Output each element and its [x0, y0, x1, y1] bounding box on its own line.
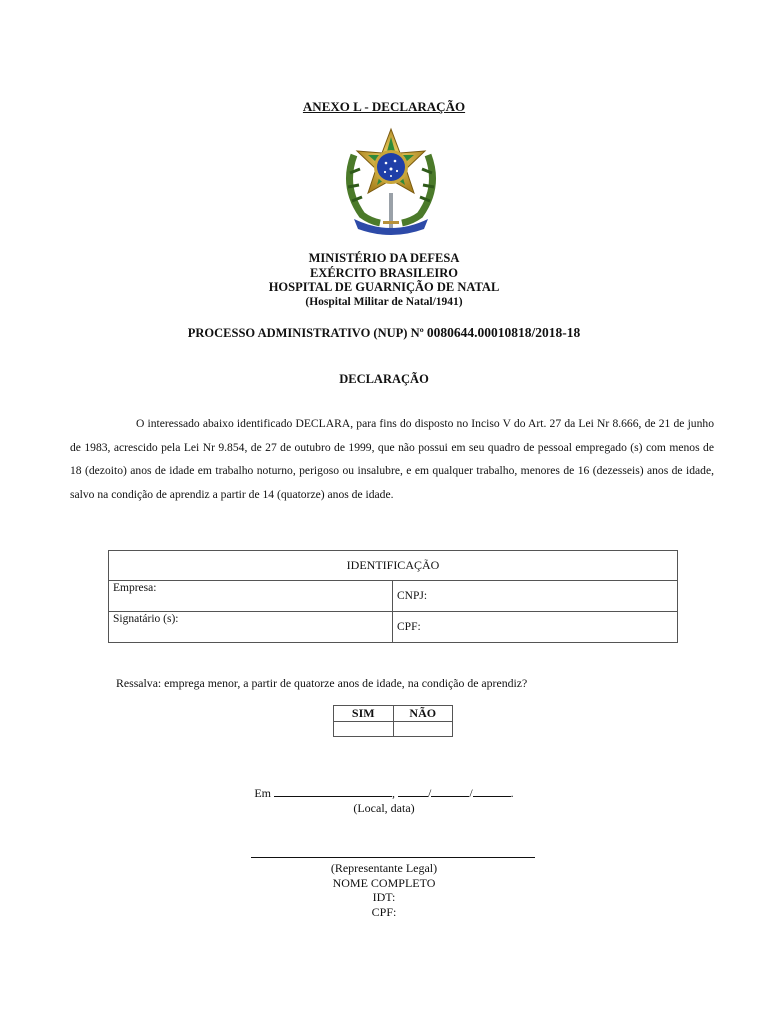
- signatory-label: Signatário (s):: [113, 613, 179, 625]
- yes-checkbox-cell[interactable]: [334, 722, 394, 737]
- company-label: Empresa:: [113, 582, 157, 594]
- place-date-prefix: Em: [254, 786, 271, 800]
- identification-header: IDENTIFICAÇÃO: [109, 551, 678, 581]
- cpf-label: CPF:: [397, 621, 421, 633]
- place-blank[interactable]: [274, 786, 392, 797]
- ressalva-question: Ressalva: emprega menor, a partir de quatorze anos de idade, na condição de aprendiz?: [116, 676, 528, 690]
- month-blank[interactable]: [431, 786, 469, 797]
- signature-idt: IDT:: [372, 890, 396, 904]
- no-checkbox-cell[interactable]: [393, 722, 453, 737]
- declaration-body: O interessado abaixo identificado DECLARA, para fins do disposto no Inciso V do Art. 27 da Lei Nr 8.666, de 21 de junho de 1983, acrescido pela Lei Nr 9.854, de 27 de outubro de 1999, que não possui em seu quadro de pessoal empregado (s) com menos de 18 (dezoito) anos de idade em trabalho noturno, perigoso ou insalubre, e em qualquer trabalho, menores de 16 (dezesseis) anos de idade, salvo na condição de aprendiz a partir de 14 (quatorze) anos de idade.: [70, 417, 714, 502]
- signature-cpf: CPF:: [371, 904, 397, 919]
- process-number-line: [0, 325, 768, 341]
- declaration-heading: DECLARAÇÃO: [339, 372, 429, 386]
- place-date-caption: (Local, data): [353, 801, 415, 815]
- army-name: EXÉRCITO BRASILEIRO: [309, 265, 459, 280]
- signature-role: (Representante Legal): [330, 861, 438, 875]
- yes-no-table: [333, 705, 453, 737]
- process-number: 0080644.00010818/2018-18: [426, 325, 581, 340]
- identification-table: [108, 550, 678, 643]
- hospital-name: HOSPITAL DE GUARNIÇÃO DE NATAL: [268, 280, 500, 294]
- no-header: NÃO: [393, 706, 453, 722]
- day-blank[interactable]: [398, 786, 428, 797]
- year-blank[interactable]: [473, 786, 511, 797]
- ministry-name: MINISTÉRIO DA DEFESA: [308, 251, 460, 265]
- cnpj-field[interactable]: [393, 581, 678, 612]
- signatory-field[interactable]: [109, 612, 393, 643]
- coat-of-arms-of-brazil-icon: [340, 125, 442, 237]
- organization-block: [0, 251, 768, 309]
- signature-line[interactable]: [251, 857, 535, 858]
- cnpj-label: CNPJ:: [397, 590, 428, 602]
- signature-block: [0, 861, 768, 919]
- cpf-field[interactable]: [393, 612, 678, 643]
- document-title: ANEXO L - DECLARAÇÃO: [302, 99, 466, 114]
- hospital-subtitle: (Hospital Militar de Natal/1941): [305, 295, 463, 308]
- place-date-line: Em , / / .: [254, 786, 514, 800]
- yes-header: SIM: [334, 706, 394, 722]
- company-field[interactable]: [109, 581, 393, 612]
- signature-name: NOME COMPLETO: [332, 875, 436, 890]
- process-label: PROCESSO ADMINISTRATIVO (NUP) Nº: [187, 326, 424, 340]
